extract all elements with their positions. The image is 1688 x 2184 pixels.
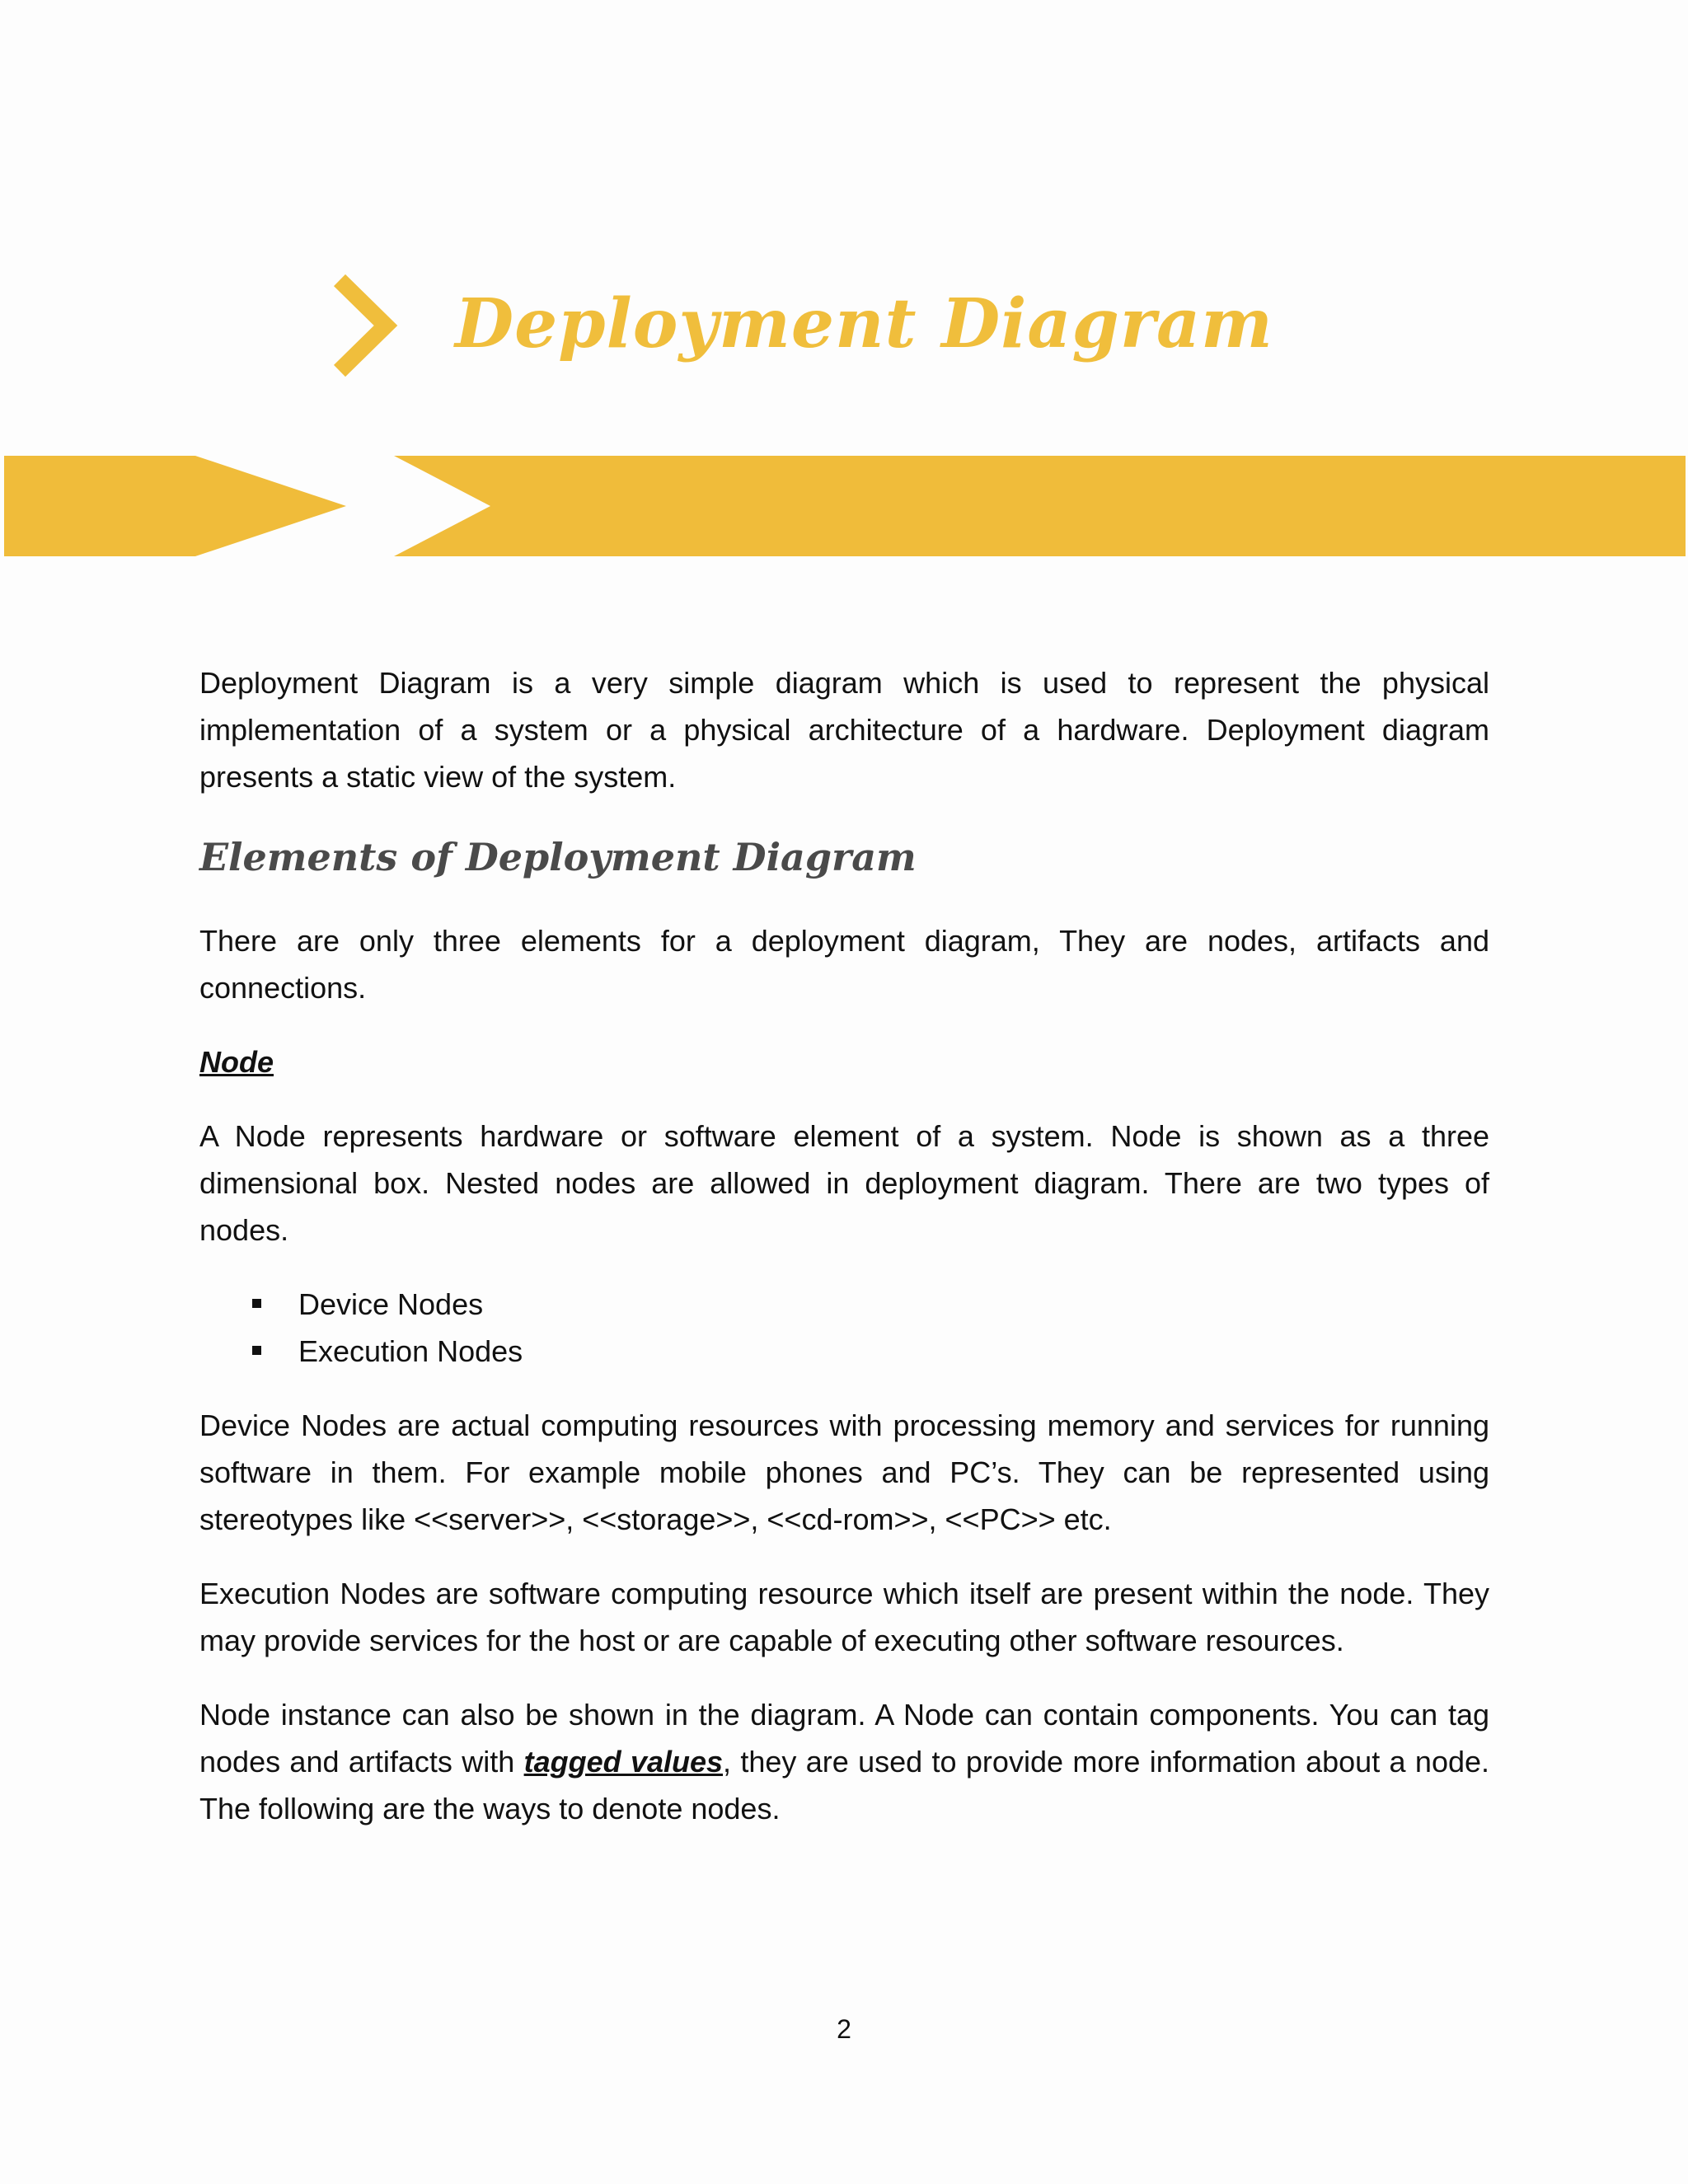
section-heading-elements: Elements of Deployment Diagram: [199, 835, 917, 879]
device-nodes-paragraph: Device Nodes are actual computing resources with processing memory and services for running software in them. For example mobile phones and PC’s. They can be represented using stereotypes like <<server>>, <<storage>>, <<cd-rom>>, <<PC>> etc.: [199, 1408, 1489, 1536]
decorative-arrow-banner: [0, 456, 1688, 556]
node-types-list: [199, 1281, 1489, 1375]
node-subheading: Node: [199, 1045, 274, 1079]
intro-paragraph: Deployment Diagram is a very simple diagram which is used to represent the physical implementation of a system or a physical architecture of a hardware. Deployment diagram presents a static view of the system.: [199, 666, 1489, 794]
square-bullet-icon: [252, 1299, 261, 1308]
node-paragraph: A Node represents hardware or software element of a system. Node is shown as a three dimensional box. Nested nodes are allowed in deployment diagram. There are two types of nodes.: [199, 1119, 1489, 1247]
tagged-values-link[interactable]: tagged values: [523, 1745, 724, 1779]
page-number: 2: [837, 2014, 851, 2044]
document-body: [199, 659, 1489, 1859]
node-instance-text-start: Node instance can also be shown in the diagram. A Node can contain components. You can tag nodes and artifacts with: [199, 1698, 1489, 1779]
chevron-right-icon: [328, 272, 402, 379]
execution-nodes-paragraph: Execution Nodes are software computing resource which itself are present within the node. They may provide services for the host or are capable of executing other software resources.: [199, 1577, 1489, 1657]
list-item-label: Device Nodes: [298, 1287, 484, 1321]
list-item: [199, 1281, 1489, 1328]
document-title: Deployment Diagram: [455, 284, 1273, 363]
square-bullet-icon: [252, 1346, 261, 1355]
node-instance-paragraph: [199, 1691, 1489, 1832]
list-item: [199, 1328, 1489, 1375]
elements-paragraph: There are only three elements for a deployment diagram, They are nodes, artifacts and connections.: [199, 924, 1489, 1005]
list-item-label: Execution Nodes: [298, 1334, 523, 1368]
node-instance-text-end: , they are used to provide more information about a node. The following are the ways to denote nodes.: [199, 1745, 1490, 1825]
